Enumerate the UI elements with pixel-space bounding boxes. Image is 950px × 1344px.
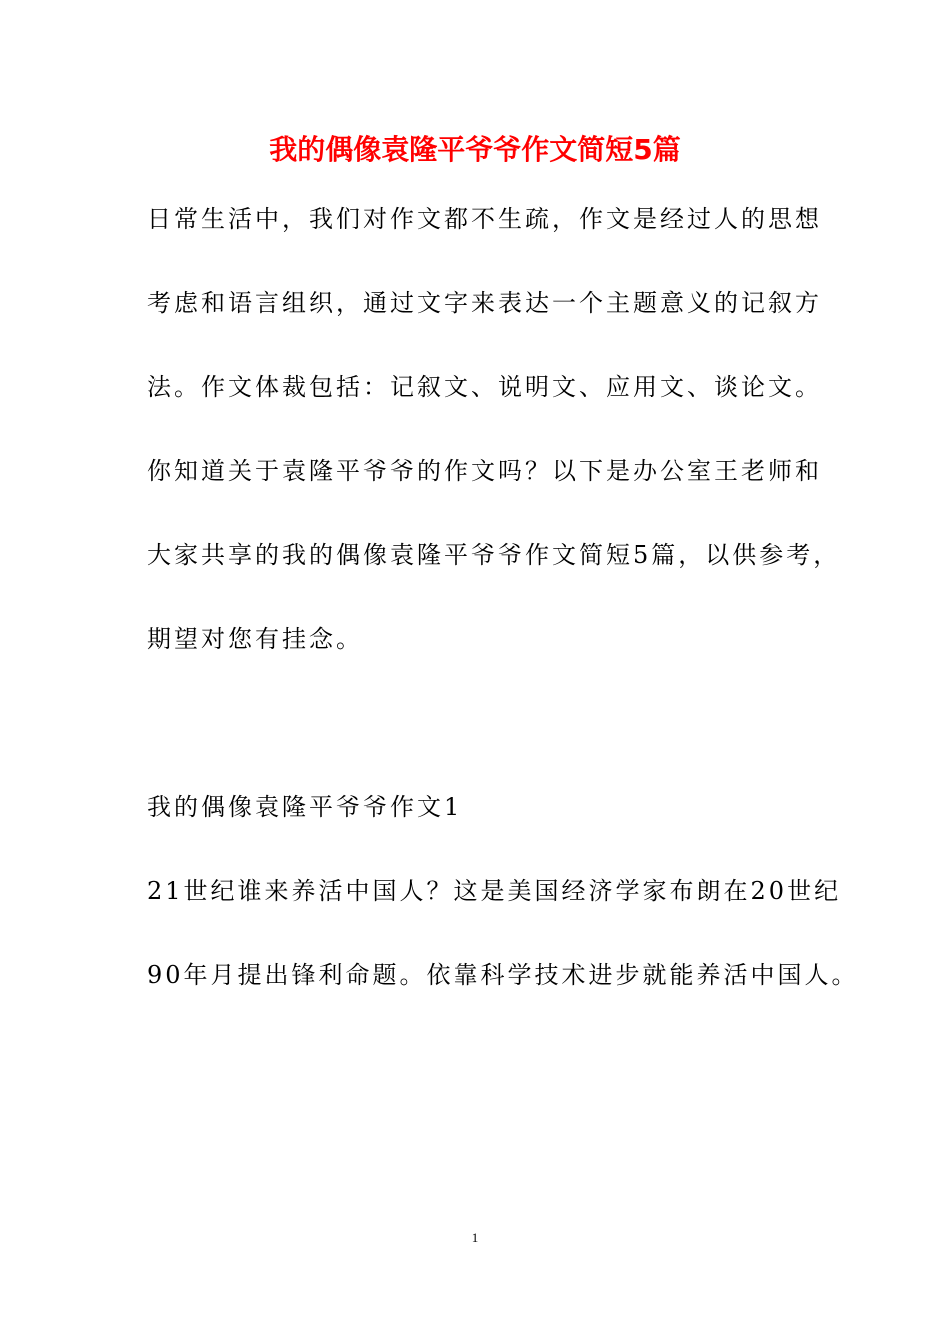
body-line-9: 90年月提出锋利命题。依靠科学技术进步就能养活中国人。 bbox=[147, 961, 859, 989]
body-line-3: 法。作文体裁包括：记叙文、说明文、应用文、谈论文。 bbox=[147, 373, 822, 401]
body-line-8: 21世纪谁来养活中国人？这是美国经济学家布朗在20世纪 bbox=[147, 877, 842, 905]
section-heading: 我的偶像袁隆平爷爷作文1 bbox=[147, 793, 463, 821]
document-title: 我的偶像袁隆平爷爷作文简短5篇 bbox=[269, 133, 681, 166]
body-line-6: 期望对您有挂念。 bbox=[147, 625, 363, 653]
body-line-1: 日常生活中，我们对作文都不生疏，作文是经过人的思想 bbox=[147, 205, 822, 233]
body-line-4: 你知道关于袁隆平爷爷的作文吗？以下是办公室王老师和 bbox=[147, 457, 822, 485]
body-line-2: 考虑和语言组织，通过文字来表达一个主题意义的记叙方 bbox=[147, 289, 822, 317]
page-number: 1 bbox=[471, 1230, 479, 1245]
body-line-5: 大家共享的我的偶像袁隆平爷爷作文简短5篇，以供参考， bbox=[147, 541, 841, 569]
document-body bbox=[147, 199, 859, 1039]
